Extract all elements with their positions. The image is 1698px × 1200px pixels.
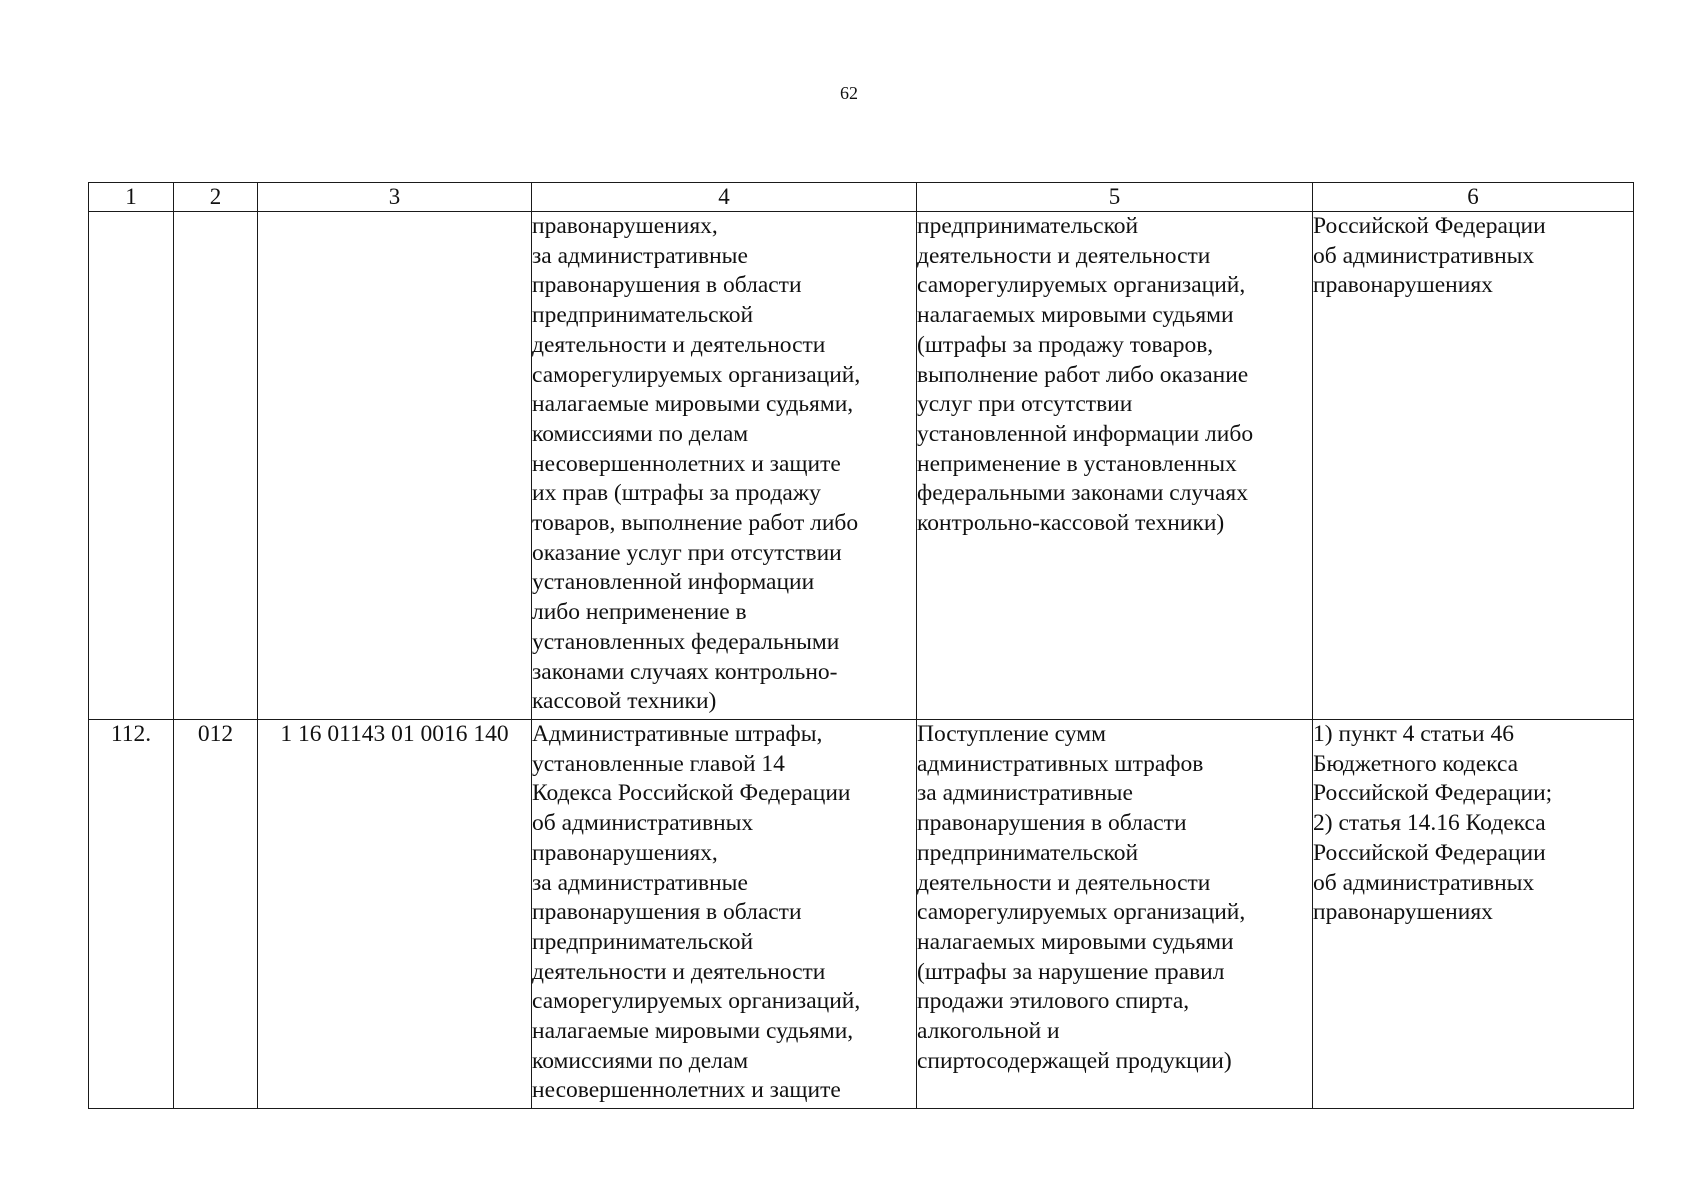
admin-code-cell bbox=[174, 212, 258, 720]
column-number-6: 6 bbox=[1313, 183, 1634, 212]
cell-text-line: деятельности и деятельности bbox=[917, 242, 1211, 269]
cell-text-line: Российской Федерации bbox=[1313, 213, 1546, 239]
cell-text-line: правонарушения в области bbox=[917, 810, 1187, 837]
cell-text-line: за административные bbox=[532, 869, 748, 896]
cell-text-line: 1) пункт 4 статьи 46 bbox=[1313, 721, 1514, 747]
cell-text-line: установленные главой 14 bbox=[532, 750, 785, 777]
cell-text-line: правонарушения в области bbox=[532, 899, 802, 926]
cell-text-line: за административные bbox=[917, 780, 1133, 807]
cell-text-line: Административные штрафы, bbox=[532, 721, 823, 747]
kbk-code-cell bbox=[258, 212, 532, 720]
cell-text-line: (штрафы за продажу товаров, bbox=[917, 331, 1214, 358]
cell-text-line: выполнение работ либо оказание bbox=[917, 361, 1249, 388]
revenue-name-cell bbox=[532, 212, 917, 720]
column-number-1: 1 bbox=[89, 183, 174, 212]
cell-text-line: предпринимательской bbox=[917, 839, 1139, 866]
revenue-classification-table bbox=[88, 182, 1634, 1109]
cell-text-line: Бюджетного кодекса bbox=[1313, 750, 1519, 777]
revenue-description-cell bbox=[917, 212, 1313, 720]
cell-text-line: Поступление сумм bbox=[917, 721, 1106, 747]
cell-text-line: саморегулируемых организаций, bbox=[532, 988, 861, 1015]
cell-text-line: оказание услуг при отсутствии bbox=[532, 539, 842, 566]
table-row-112 bbox=[89, 720, 1634, 1109]
cell-text-line: деятельности и деятельности bbox=[532, 958, 826, 985]
column-number-5: 5 bbox=[917, 183, 1313, 212]
cell-text-line: установленных федеральными bbox=[532, 628, 840, 655]
cell-text-line: об административных bbox=[532, 810, 754, 837]
row-number-cell: 112. bbox=[89, 720, 174, 1109]
cell-text-line: установленной информации либо bbox=[917, 420, 1254, 447]
cell-text-line: саморегулируемых организаций, bbox=[532, 361, 861, 388]
cell-text-line: предпринимательской bbox=[917, 213, 1139, 239]
cell-text-line: установленной информации bbox=[532, 569, 815, 596]
cell-text-line: неприменение в установленных bbox=[917, 450, 1237, 477]
cell-text-line: налагаемые мировыми судьями, bbox=[532, 391, 854, 418]
cell-text-line: комиссиями по делам bbox=[532, 420, 749, 447]
cell-text-line: административных штрафов bbox=[917, 750, 1204, 777]
cell-text-line: законами случаях контрольно- bbox=[532, 658, 838, 685]
column-number-row bbox=[89, 183, 1634, 212]
cell-text-line: предпринимательской bbox=[532, 302, 754, 329]
cell-text-line: федеральными законами случаях bbox=[917, 480, 1248, 507]
cell-text-line: контрольно-кассовой техники) bbox=[917, 510, 1225, 537]
cell-text-line: правонарушениях, bbox=[532, 839, 718, 866]
cell-text-line: саморегулируемых организаций, bbox=[917, 272, 1246, 299]
cell-text-line: правонарушениях bbox=[1313, 272, 1493, 299]
cell-text-line: об административных bbox=[1313, 869, 1535, 896]
page-number: 62 bbox=[840, 83, 858, 103]
row-number-cell bbox=[89, 212, 174, 720]
cell-text-line: налагаемые мировыми судьями, bbox=[532, 1018, 854, 1045]
cell-text-line: налагаемых мировыми судьями bbox=[917, 302, 1234, 329]
cell-text-line: их прав (штрафы за продажу bbox=[532, 480, 821, 507]
cell-text-line: либо неприменение в bbox=[532, 599, 747, 626]
cell-text-line: об административных bbox=[1313, 242, 1535, 269]
cell-text-line: 2) статья 14.16 Кодекса bbox=[1313, 810, 1546, 837]
cell-text-line: услуг при отсутствии bbox=[917, 391, 1133, 418]
legal-basis-cell bbox=[1313, 212, 1634, 720]
cell-text-line: спиртосодержащей продукции) bbox=[917, 1047, 1232, 1074]
column-number-3: 3 bbox=[258, 183, 532, 212]
admin-code-cell: 012 bbox=[174, 720, 258, 1109]
cell-text-line: правонарушениях bbox=[1313, 899, 1493, 926]
cell-text-line: правонарушениях, bbox=[532, 213, 718, 239]
cell-text-line: продажи этилового спирта, bbox=[917, 988, 1190, 1015]
cell-text-line: Российской Федерации; bbox=[1313, 780, 1553, 807]
cell-text-line: Кодекса Российской Федерации bbox=[532, 780, 851, 807]
cell-text-line: алкогольной и bbox=[917, 1018, 1060, 1045]
cell-text-line: комиссиями по делам bbox=[532, 1047, 749, 1074]
cell-text-line: Российской Федерации bbox=[1313, 839, 1546, 866]
cell-text-line: кассовой техники) bbox=[532, 688, 717, 715]
cell-text-line: деятельности и деятельности bbox=[532, 331, 826, 358]
column-number-2: 2 bbox=[174, 183, 258, 212]
cell-text-line: несовершеннолетних и защите bbox=[532, 450, 841, 477]
cell-text-line: саморегулируемых организаций, bbox=[917, 899, 1246, 926]
cell-text-line: товаров, выполнение работ либо bbox=[532, 510, 859, 537]
cell-text-line: деятельности и деятельности bbox=[917, 869, 1211, 896]
revenue-name-cell bbox=[532, 720, 917, 1109]
revenue-description-cell bbox=[917, 720, 1313, 1109]
cell-text-line: за административные bbox=[532, 242, 748, 269]
cell-text-line: налагаемых мировыми судьями bbox=[917, 928, 1234, 955]
kbk-code-cell: 1 16 01143 01 0016 140 bbox=[258, 720, 532, 1109]
column-number-4: 4 bbox=[532, 183, 917, 212]
cell-text-line: несовершеннолетних и защите bbox=[532, 1077, 841, 1104]
cell-text-line: предпринимательской bbox=[532, 928, 754, 955]
cell-text-line: правонарушения в области bbox=[532, 272, 802, 299]
legal-basis-cell bbox=[1313, 720, 1634, 1109]
cell-text-line: (штрафы за нарушение правил bbox=[917, 958, 1225, 985]
table-row-continued bbox=[89, 212, 1634, 720]
